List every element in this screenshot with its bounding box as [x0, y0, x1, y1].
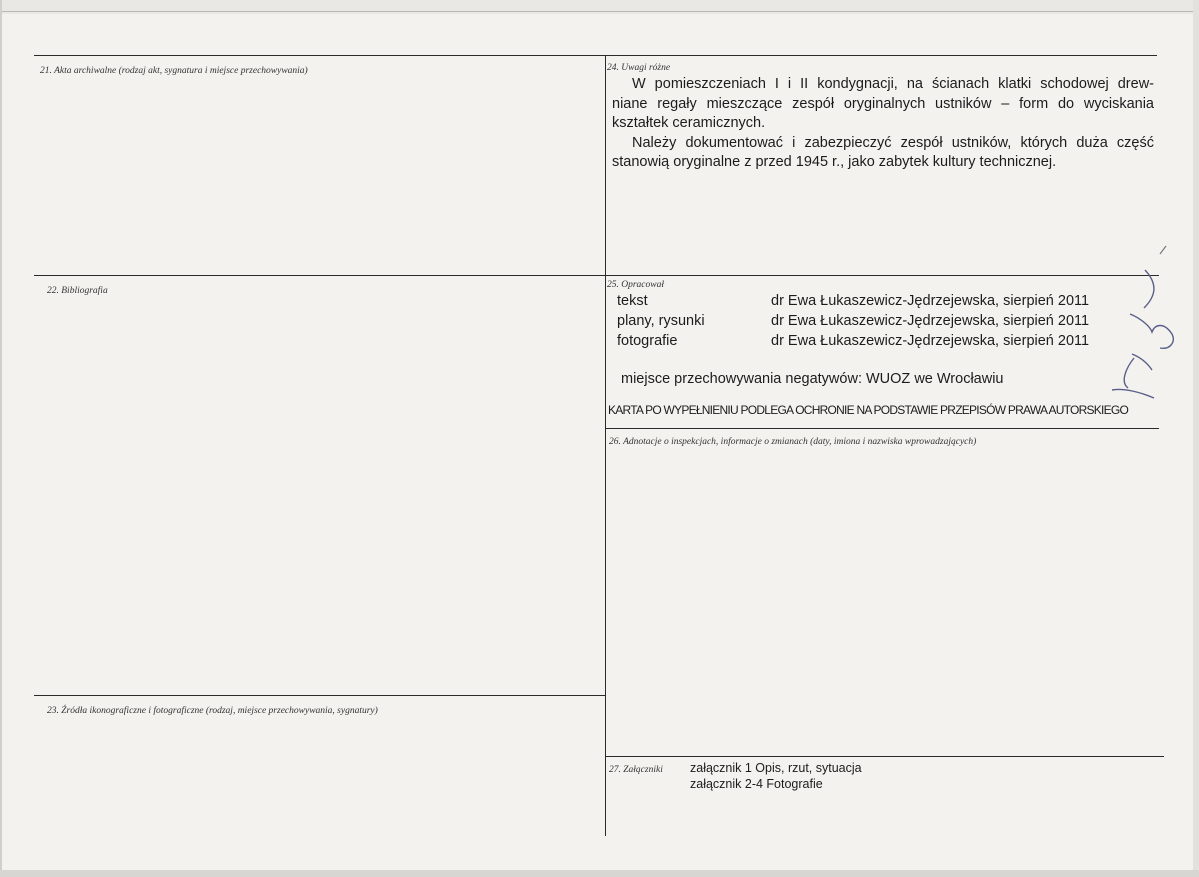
- section-24-paragraph-2: [612, 134, 1154, 173]
- left-paper-edge: [0, 0, 2, 877]
- handwritten-signature-icon: [1100, 262, 1190, 412]
- paragraph-line: Należy dokumentować i zabezpieczyć zespół ustników, których duża część: [632, 134, 1154, 151]
- section-21-label: 21. Akta archiwalne (rodzaj akt, sygnatura i miejsce przechowywania): [40, 66, 308, 76]
- rule-below-21-24: [34, 275, 1159, 276]
- rule-below-22: [34, 695, 606, 696]
- attachment-item: załącznik 1 Opis, rzut, sytuacja: [690, 761, 862, 775]
- section-25-label: 25. Opracował: [607, 280, 664, 290]
- section-23-label: 23. Źródła ikonograficzne i fotograficzne (rodzaj, miejsce przechowywania, sygnatury): [47, 706, 378, 716]
- paragraph-line: stanowią oryginalne z przed 1945 r., jako zabytek kultury technicznej.: [612, 154, 1057, 170]
- bottom-paper-edge: [0, 870, 1199, 877]
- paragraph-line: W pomieszczeniach I i II kondygnacji, na ścianach klatki schodowej drew-: [632, 76, 1154, 92]
- copyright-notice: KARTA PO WYPEŁNIENIU PODLEGA OCHRONIE NA PODSTAWIE PRZEPISÓW PRAWA AUTORSKIEGO: [608, 403, 1129, 417]
- author-row-name: dr Ewa Łukaszewicz-Jędrzejewska, sierpień 2011: [771, 313, 1090, 329]
- attachment-item: załącznik 2-4 Fotografie: [690, 777, 823, 791]
- section-26-label: 26. Adnotacje o inspekcjach, informacje o zmianach (daty, imiona i nazwiska wprowadzających): [609, 437, 977, 447]
- paragraph-line: niane regały mieszczące zespół oryginalnych ustników – form do wyciskania: [612, 95, 1154, 112]
- vertical-divider: [605, 55, 606, 836]
- top-paper-edge: [0, 11, 1199, 12]
- author-row-name: dr Ewa Łukaszewicz-Jędrzejewska, sierpień 2011: [771, 293, 1090, 309]
- right-paper-edge: [1193, 0, 1199, 877]
- author-row-role: plany, rysunki: [617, 313, 705, 329]
- section-27-label: 27. Załączniki: [609, 765, 663, 775]
- rule-below-26: [606, 756, 1164, 757]
- section-24-paragraph-1: [612, 75, 1154, 134]
- section-22-label: 22. Bibliografia: [47, 286, 108, 296]
- section-24-label: 24. Uwagi różne: [607, 63, 671, 73]
- rule-below-25: [606, 428, 1159, 429]
- author-row-role: tekst: [617, 293, 648, 309]
- section-24-text: [612, 75, 1154, 173]
- top-rule: [34, 55, 1157, 56]
- negatives-storage: miejsce przechowywania negatywów: WUOZ we Wrocławiu: [621, 371, 1004, 387]
- paragraph-line: kształtek ceramicznych.: [612, 115, 766, 131]
- author-row-name: dr Ewa Łukaszewicz-Jędrzejewska, sierpień 2011: [771, 333, 1090, 349]
- pencil-tick-icon: [1158, 242, 1172, 256]
- author-row-role: fotografie: [617, 333, 678, 349]
